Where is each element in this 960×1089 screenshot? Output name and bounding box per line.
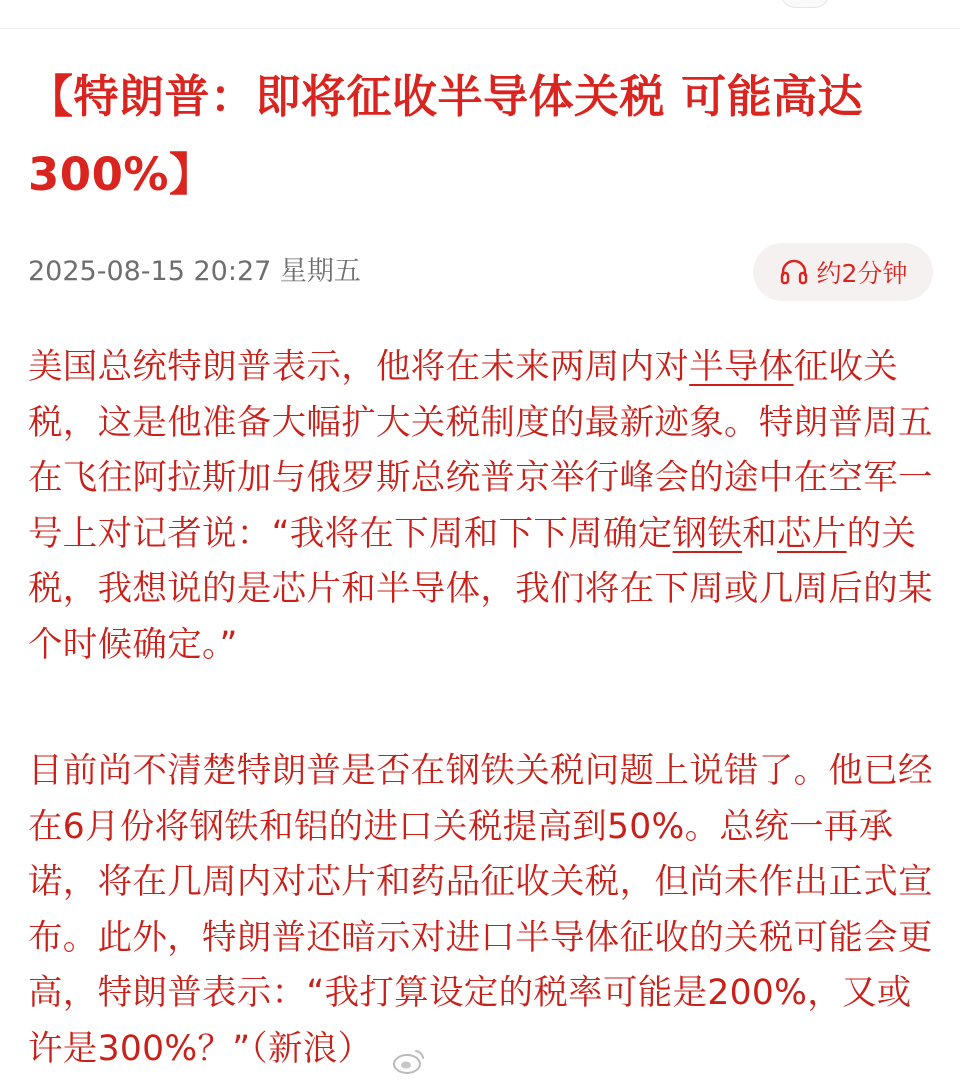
top-toolbar-pill[interactable]: [780, 0, 830, 8]
paragraph-text: 美国总统特朗普表示，他将在未来两周内对: [28, 347, 690, 387]
link-semiconductor[interactable]: 半导体: [689, 347, 794, 387]
headphones-icon: [779, 258, 809, 286]
listen-duration-label: 约2分钟: [816, 259, 908, 288]
paragraph-text: 的关税，我想说的是芯片和半导体，我们将在下周或几周后的某个时候确定。”: [28, 513, 933, 665]
publish-date: 2025-08-15 20:27 星期五: [28, 256, 361, 287]
article-paragraph-2: 目前尚不清楚特朗普是否在钢铁关税问题上说错了。他已经在6月份将钢铁和铝的进口关税提高到50%。总统一再承诺，将在几周内对芯片和药品征收关税，但尚未作出正式宣布。此外，特朗普还暗示对进口半导体征收的关税可能会更高，特朗普表示：“我打算设定的税率可能是200%，又或许是300%？”（新浪）: [28, 751, 933, 1069]
paragraph-text: 征收关税，这是他准备大幅扩大关税制度的最新迹象。特朗普周五在飞往阿拉斯加与俄罗斯总统普京举行峰会的途中在空军一号上对记者说：“我将在下周和下下周确定: [28, 347, 933, 554]
article-paragraph-1: [28, 340, 938, 673]
top-divider: [0, 28, 960, 29]
link-steel[interactable]: 钢铁: [672, 513, 743, 554]
weibo-logo-icon: [392, 1047, 426, 1079]
weibo-watermark: [392, 1040, 602, 1086]
paragraph-text: 和: [742, 513, 777, 554]
article-title: 【特朗普：即将征收半导体关税 可能高达300%】: [28, 70, 864, 201]
listen-button[interactable]: [753, 243, 933, 301]
link-chips[interactable]: 芯片: [777, 513, 847, 554]
